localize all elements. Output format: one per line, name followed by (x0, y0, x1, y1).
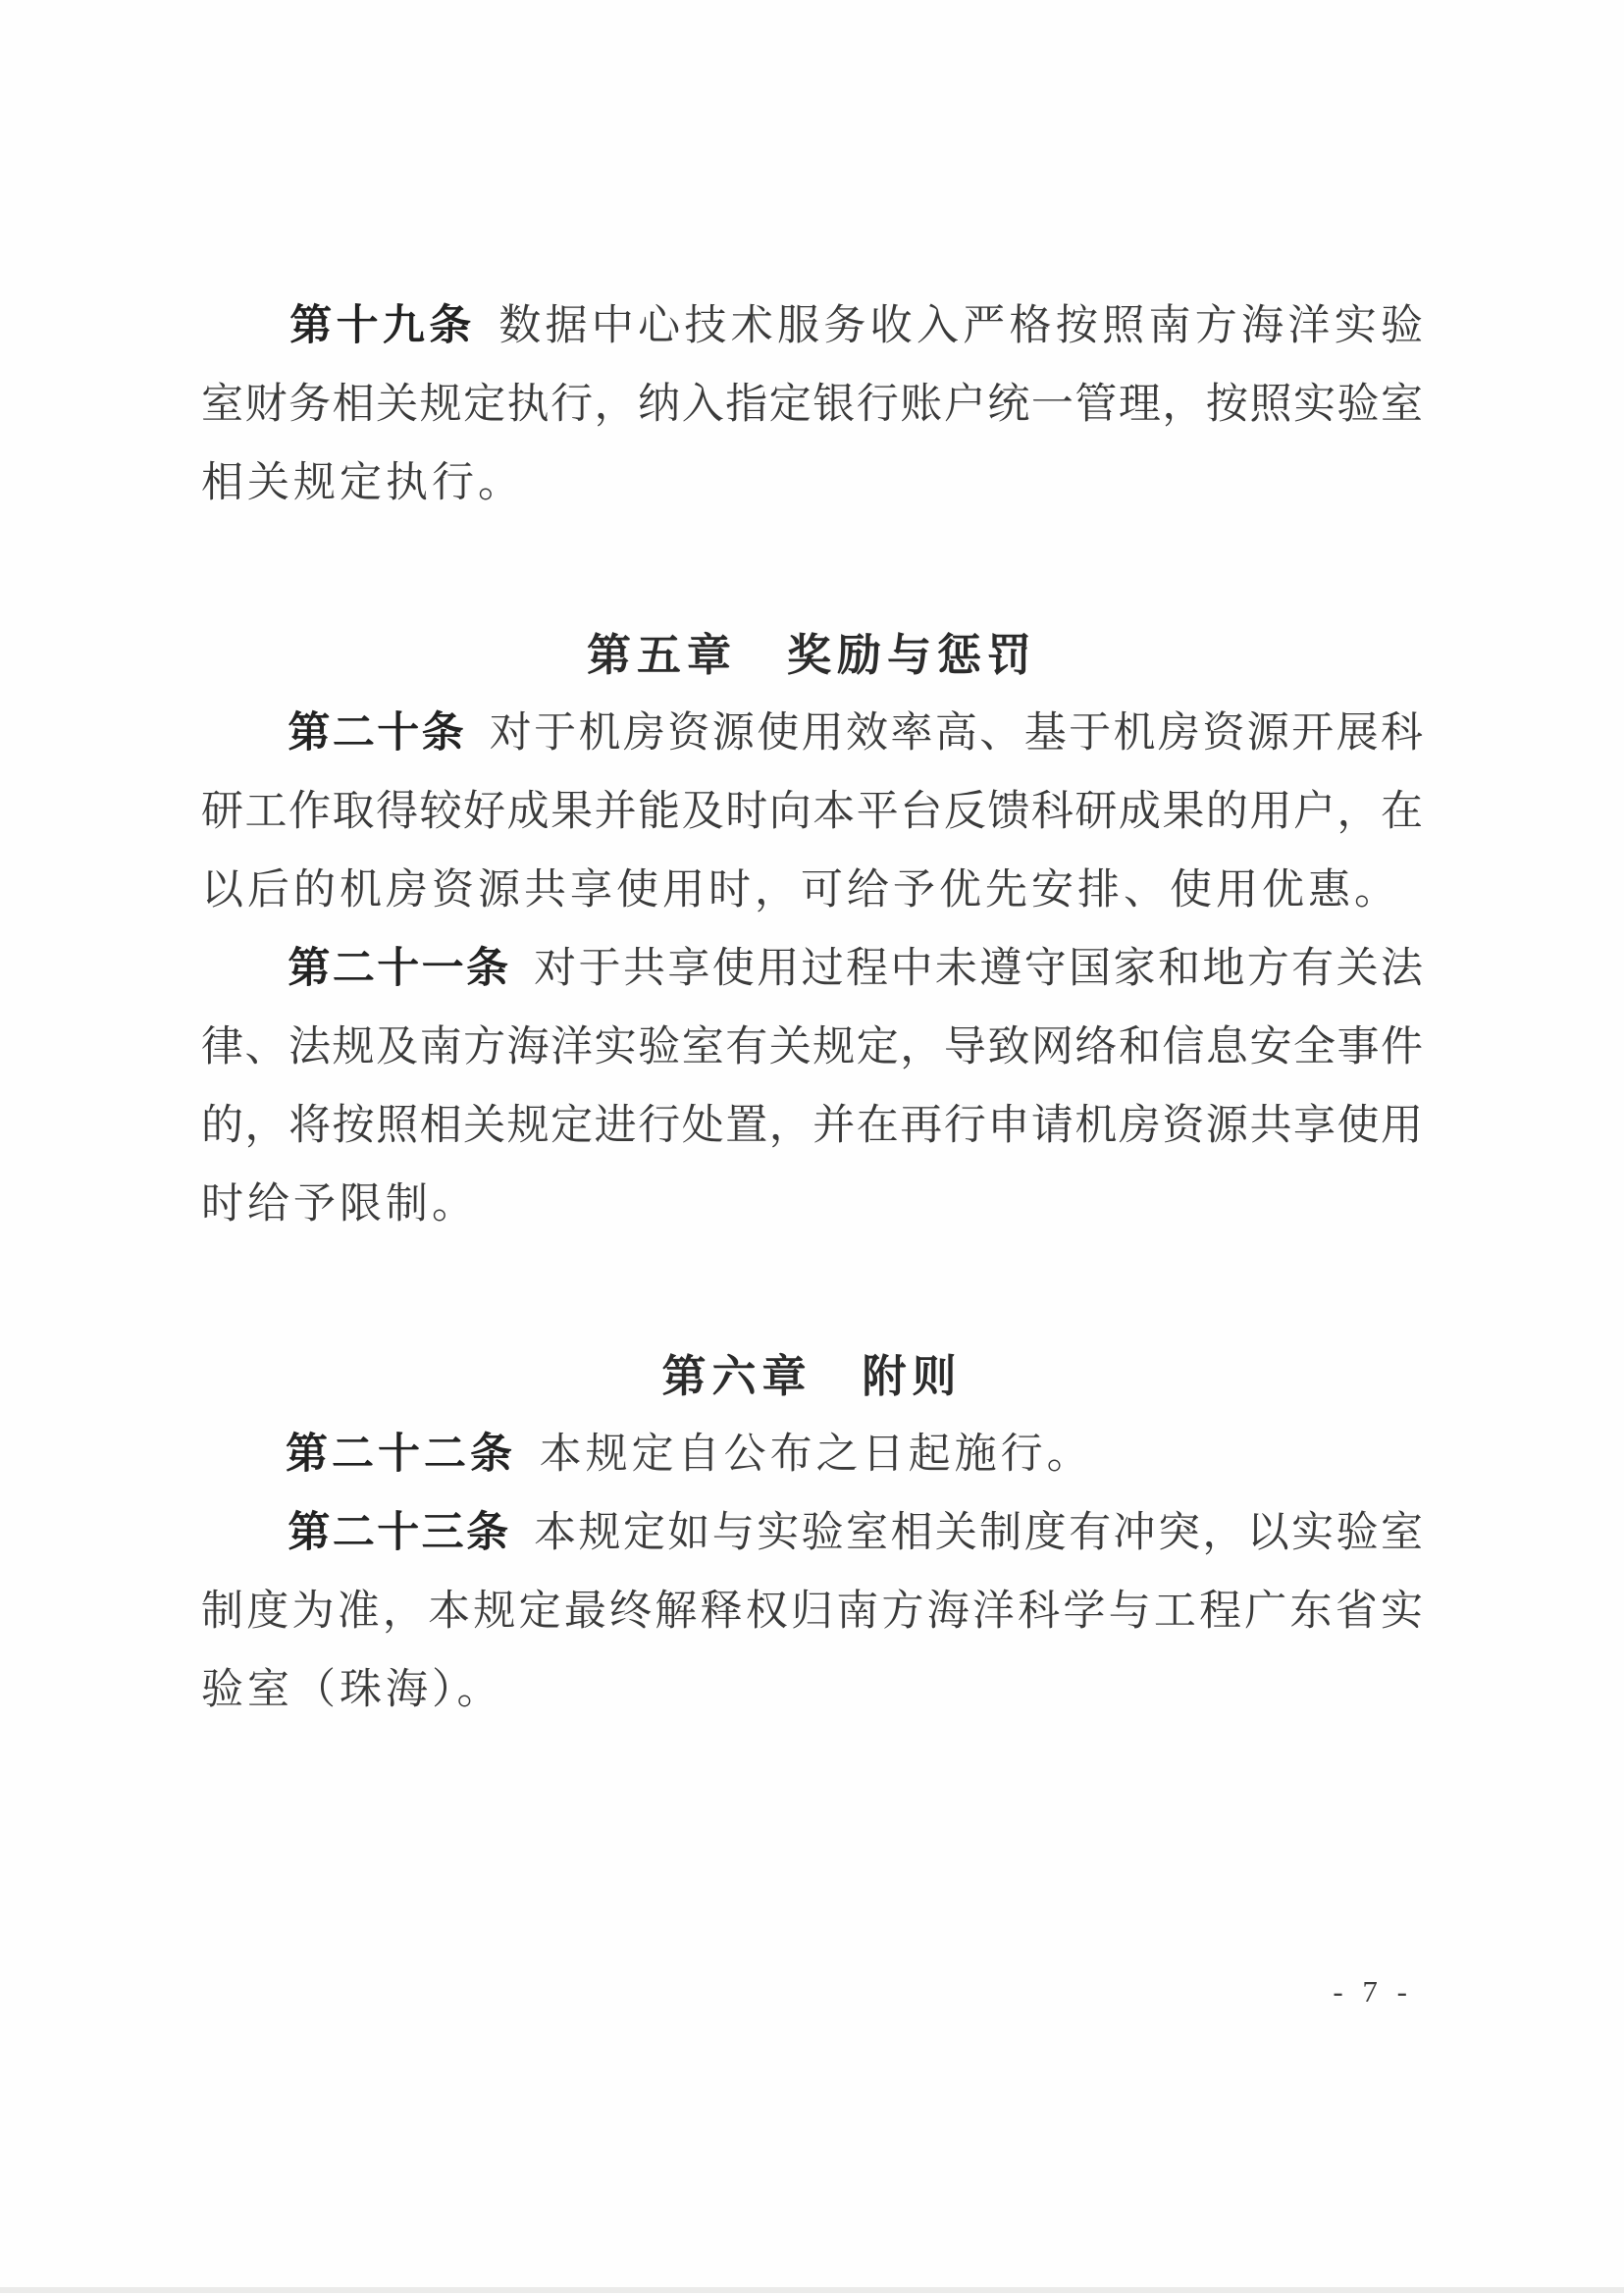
text-line (201, 930, 1423, 1009)
article-19-text: 数据中心技术服务收入严格按照南方海洋实验 (498, 303, 1424, 349)
article-21-text: 对于共享使用过程中未遵守国家和地方有关法 (534, 946, 1424, 992)
text-line (201, 1651, 1423, 1730)
text-line (201, 1573, 1423, 1651)
chapter-5-heading: 第五章 奖励与惩罚 (586, 630, 1037, 680)
text-line (201, 287, 1423, 366)
text-line (201, 773, 1423, 852)
text-line (201, 695, 1423, 773)
article-20-text: 以后的机房资源共享使用时，可给予优先安排、使用优惠。 (201, 867, 1400, 913)
text-line (201, 852, 1423, 930)
chapter-6-heading: 第六章 附则 (661, 1351, 963, 1401)
article-23-number: 第二十三条 (286, 1510, 511, 1556)
article-20-text: 研工作取得较好成果并能及时向本平台反馈科研成果的用户，在 (201, 789, 1423, 835)
scan-edge-artifact (0, 2287, 1624, 2293)
article-22-text: 本规定自公布之日起施行。 (539, 1432, 1093, 1478)
text-line (201, 1087, 1423, 1166)
article-21-text: 时给予限制。 (201, 1181, 478, 1227)
article-19-number: 第十九条 (286, 303, 476, 349)
article-21-text: 律、法规及南方海洋实验室有关规定，导致网络和信息安全事件 (201, 1024, 1423, 1070)
article-20-text: 对于机房资源使用效率高、基于机房资源开展科 (489, 710, 1424, 757)
article-22-number: 第二十二条 (286, 1432, 516, 1478)
article-23-text: 制度为准，本规定最终解释权归南方海洋科学与工程广东省实 (201, 1589, 1423, 1635)
text-line (201, 1009, 1423, 1087)
article-23-text: 本规定如与实验室相关制度有冲突，以实验室 (534, 1510, 1424, 1556)
text-line (201, 1166, 1423, 1244)
text-line (201, 444, 1423, 523)
article-20-number: 第二十条 (286, 710, 467, 757)
article-21-number: 第二十一条 (286, 946, 511, 992)
article-19-text: 室财务相关规定执行，纳入指定银行账户统一管理，按照实验室 (201, 382, 1423, 428)
document-body (201, 287, 1423, 1730)
article-19-text: 相关规定执行。 (201, 460, 524, 506)
text-line (201, 366, 1423, 444)
article-21-text: 的，将按照相关规定进行处置，并在再行申请机房资源共享使用 (201, 1103, 1423, 1149)
article-23-text: 验室（珠海）。 (201, 1667, 503, 1713)
text-line (201, 1494, 1423, 1573)
page-number: - 7 - (1333, 1974, 1413, 2009)
text-line (201, 1416, 1423, 1494)
